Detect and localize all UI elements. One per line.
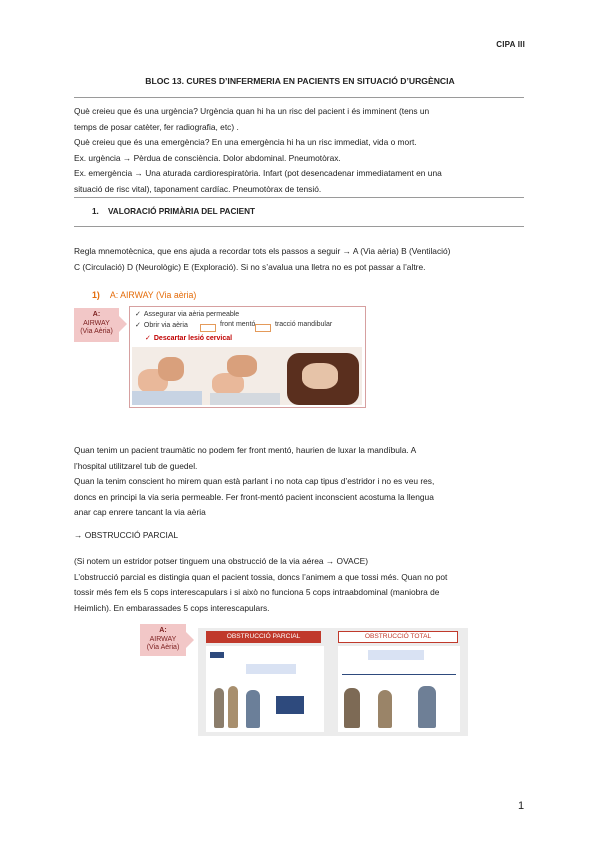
section-number: 1.: [92, 207, 99, 216]
airway-line: anar cap enrere tancant la via aèria: [74, 507, 206, 517]
person-figure: [246, 690, 260, 728]
arrow-icon: [255, 324, 271, 332]
logo-icon: [210, 652, 224, 658]
check-item: [135, 310, 239, 318]
check-label: Descartar lesió cervical: [153, 335, 233, 342]
check-icon: ✓: [145, 335, 151, 342]
intro-line: Què creieu que és una urgència? Urgència quan hi ha un risc del pacient i és imminent (tens un: [74, 106, 430, 116]
check-item: [135, 321, 188, 329]
tag-line: A:: [92, 311, 101, 318]
airway-line: doncs en principi la via seria permeable. Fer front-mentó pacient inconscient acostuma la llengua: [74, 491, 434, 502]
partial-card: [206, 646, 324, 732]
tag-line: (Via Aèria): [80, 328, 113, 335]
tag-line: AIRWAY: [83, 319, 110, 327]
person-figure: [214, 688, 224, 728]
hand-photo: [227, 355, 257, 377]
diagram-box: [246, 664, 296, 674]
airway-line: Quan la tenim conscient ho mirem quan està parlant i no nota cap tipus d’estridor i no es veu res,: [74, 476, 435, 486]
intro-line: Ex. urgència → Pèrdua de consciència. Dolor abdominal. Pneumotòrax.: [74, 152, 341, 163]
page-number: 1: [518, 800, 525, 812]
diagram-box: [276, 696, 304, 714]
subsection-title: A: AIRWAY (Via aèria): [109, 290, 197, 300]
diagram-line: [342, 674, 456, 675]
person-figure: [418, 686, 436, 728]
airway-photos: [132, 347, 362, 405]
obstruction-line: (Si notem un estridor potser tinguem una obstrucció de la via aérea → OVACE): [74, 556, 369, 566]
airway-paragraph: [74, 443, 529, 521]
airway-panel: [129, 306, 366, 408]
subsection-heading: [92, 290, 196, 300]
person-figure: [378, 690, 392, 728]
section-rule-top: [74, 197, 524, 198]
total-card: [338, 646, 460, 732]
airway-line: Quan tenim un pacient traumàtic no podem fer front mentó, haurien de luxar la mandíbula. A: [74, 445, 417, 455]
tag-line: A:: [159, 627, 167, 634]
obstruction-line: Heimlich). En embarassades 5 cops interescapulars.: [74, 602, 270, 613]
check-label: Assegurar via aèria permeable: [143, 311, 240, 318]
check-label: Obrir via aèria: [143, 322, 188, 329]
running-header: CIPA III: [496, 40, 525, 49]
subsection-number: 1): [92, 290, 100, 300]
mnemonic-paragraph: [74, 244, 529, 275]
section-rule-bottom: [74, 226, 524, 227]
check-icon: ✓: [135, 322, 141, 329]
person-figure: [344, 688, 360, 728]
intro-line: Què creieu que és una emergència? En una emergència hi ha un risc immediat, vida o mort.: [74, 137, 417, 147]
partial-header: OBSTRUCCIÓ PARCIAL: [206, 631, 321, 643]
obstruction-paragraph: [74, 554, 529, 616]
check-item: [145, 334, 232, 342]
intro-line: temps de posar catèter, fer radiografia, etc) .: [74, 121, 239, 132]
tag-arrow: [119, 316, 127, 332]
total-header: OBSTRUCCIÓ TOTAL: [338, 631, 458, 643]
mnemonic-line: Regla mnemotècnica, que ens ajuda a recordar tots els passos a seguir → A (Via aèria) B (Ventilació): [74, 246, 451, 256]
check-icon: ✓: [135, 311, 141, 318]
airway-figure: [74, 306, 374, 406]
hand-photo: [158, 357, 184, 381]
airway-tag: [74, 308, 119, 342]
obstruction-heading: → OBSTRUCCIÓ PARCIAL: [74, 530, 179, 540]
person-figure: [228, 686, 238, 728]
intro-line: Ex. emergència → Una aturada cardiorespiratòria. Infart (pot desencadenar immediatament en una: [74, 168, 442, 178]
section-title: VALORACIÓ PRIMÀRIA DEL PACIENT: [107, 207, 256, 216]
arrow-icon: [200, 324, 216, 332]
intro-paragraph: [74, 104, 529, 197]
tag-line: (Via Aèria): [146, 644, 180, 651]
airway-line: l’hospital utilitzarel tub de guedel.: [74, 460, 198, 471]
obstruction-panel: [198, 628, 468, 736]
step-label: tracció mandibular: [275, 321, 333, 328]
obstruction-line: L’obstrucció parcial es distingia quan el pacient tossia, doncs l’animem a que tossi més. Quan no pot: [74, 571, 448, 582]
shirt-photo: [132, 391, 202, 405]
mnemonic-line: C (Circulació) D (Neurològic) E (Exploració). Si no s’avalua una lletra no es pot passar a l’altre.: [74, 261, 426, 272]
section-heading: [92, 207, 255, 216]
shirt-photo: [210, 393, 280, 405]
obstruction-figure: [140, 624, 470, 734]
airway-tag: [140, 624, 186, 656]
intro-line: situació de risc vital), taponament cardíac. Pneumotòrax de tensió.: [74, 183, 322, 194]
title-rule: [74, 97, 524, 98]
obstruction-line: tossir més fem els 5 cops interescapulars i si això no funciona 5 cops intraabdominal (maniobra de: [74, 587, 440, 597]
hands-photo: [302, 363, 338, 389]
diagram-box: [368, 650, 424, 660]
tag-line: AIRWAY: [149, 635, 177, 643]
document-title: BLOC 13. CURES D’INFERMERIA EN PACIENTS EN SITUACIÓ D’URGÈNCIA: [145, 76, 455, 86]
step-label: front mentó: [220, 321, 256, 328]
tag-arrow: [186, 632, 194, 648]
